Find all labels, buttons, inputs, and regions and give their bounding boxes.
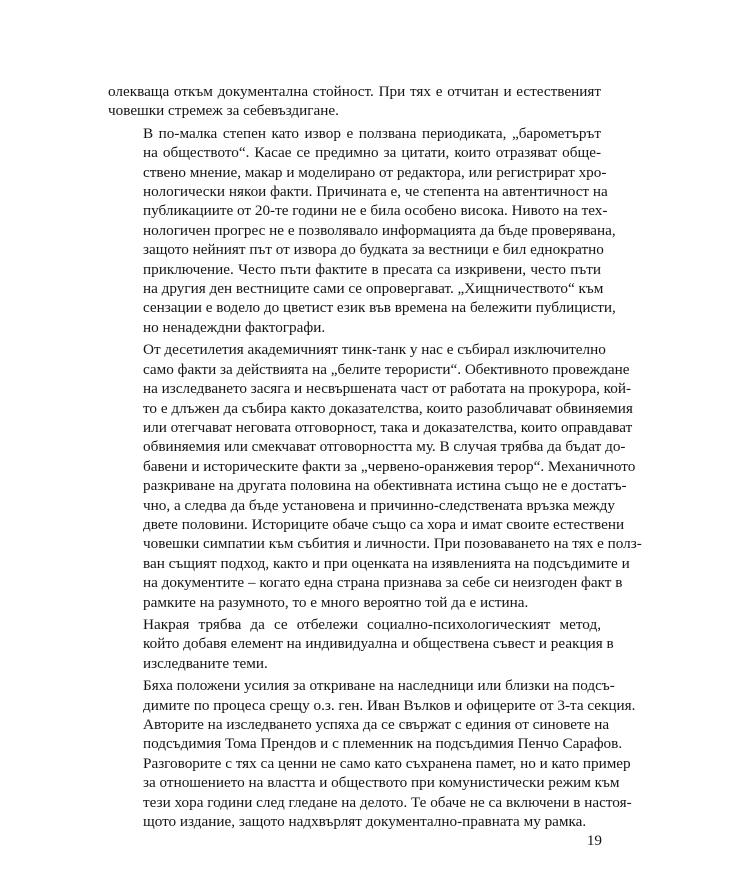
text-line: на изследването засяга и несвършената част от работата на прокурора, кой- xyxy=(143,380,632,398)
text-line: който добавя елемент на индивидуална и обществена съвест и реакция в xyxy=(143,635,614,653)
text-line: обвиняемия или смекчават отговорността му. В случая трябва да бъдат до- xyxy=(143,438,626,456)
text-line: нологически някои факти. Причината е, че степента на автентичност на xyxy=(143,183,608,201)
text-line: Накрая трябва да се отбележи социално-психологическият метод, xyxy=(143,615,601,633)
text-line: От десетилетия академичният тинк-танк у нас е събирал изключително xyxy=(143,341,606,359)
text-line: за отношението на властта и обществото при комунистически режим към xyxy=(143,774,620,792)
text-line: защото нейният път от извора до будката за вестници е бил еднократно xyxy=(143,241,604,259)
text-line: Разговорите с тях са ценни не само като съхранена памет, но и като пример xyxy=(143,754,631,772)
text-line: само факти за действията на „белите терористи“. Обективното провеждане xyxy=(143,360,630,378)
text-line: подсъдимия Тома Прендов и с племенник на подсъдимия Пенчо Сарафов. xyxy=(143,735,623,753)
text-line: димите по процеса срещу о.з. ген. Иван Вълков и офицерите от 3-та секция. xyxy=(143,696,636,714)
text-line: изследваните теми. xyxy=(143,654,268,672)
paragraph xyxy=(108,124,616,337)
text-line: тези хора години след гледане на делото. Те обаче не са включени в настоя- xyxy=(143,793,632,811)
text-line: бавени и историческите факти за „червено-оранжевия терор“. Механичното xyxy=(143,457,636,475)
text-line: разкриване на другата половина на обективната истина също не е достатъ- xyxy=(143,477,627,495)
paragraph xyxy=(108,615,614,673)
text-line: човешки симпатии към събития и личности. При позоваването на тях е полз- xyxy=(143,535,642,553)
text-line: чно, а следва да бъде установена и причинно-следствената връзка между xyxy=(143,496,615,514)
paragraph xyxy=(108,676,636,831)
text-line: ствено мнение, макар и моделирано от редактора, или регистрират хро- xyxy=(143,163,607,181)
text-line: приключение. Често пъти фактите в пресата са изкривени, често пъти xyxy=(143,260,601,278)
text-line: или отегчават неговата отговорност, така и доказателства, които оправдават xyxy=(143,418,633,436)
text-line: човешки стремеж за себевъздигане. xyxy=(108,102,339,120)
text-line: сензации е водело до цветист език във времена на бележити публицисти, xyxy=(143,299,616,317)
text-line: публикациите от 20-те години не е била особено висока. Нивото на тех- xyxy=(143,202,608,220)
text-line: рамките на разумното, то е много вероятно той да е истина. xyxy=(143,593,529,611)
text-line: ван същият подход, както и при оценката на изявленията на подсъдимите и xyxy=(143,554,630,572)
text-line: Авторите на изследването успяха да се свържат с единия от синовете на xyxy=(143,716,610,733)
page-body xyxy=(108,82,642,831)
text-line: то е длъжен да събира както доказателства, които разобличават обвиняемия xyxy=(143,399,633,417)
text-line: Бяха положени усилия за откриване на наследници или близки на подсъ- xyxy=(143,677,615,695)
text-line: на обществото“. Касае се предимно за цитати, които отразяват обще- xyxy=(143,144,601,162)
text-line: на документите – когато една страна признава за себе си неизгоден факт в xyxy=(143,574,623,592)
text-line: В по-малка степен като извор е ползвана периодиката, „барометърът xyxy=(143,124,601,142)
text-line: двете половини. Историците обаче също са хора и имат своите естествени xyxy=(143,515,625,533)
text-line: на другия ден вестниците сами се опровергават. „Хищничеството“ към xyxy=(143,280,604,298)
text-line: щото издание, защото надхвърлят документално-правната му рамка. xyxy=(143,813,587,831)
page-number: 19 xyxy=(586,832,602,849)
text-line: нологичен прогрес не е позволявало информацията да бъде проверявана, xyxy=(143,221,616,239)
text-line: олекваща откъм документална стойност. При тях е отчитан и естественият xyxy=(108,83,601,100)
paragraph xyxy=(108,340,642,612)
text-line: но ненадеждни фактографи. xyxy=(143,318,326,336)
paragraph xyxy=(108,82,601,121)
